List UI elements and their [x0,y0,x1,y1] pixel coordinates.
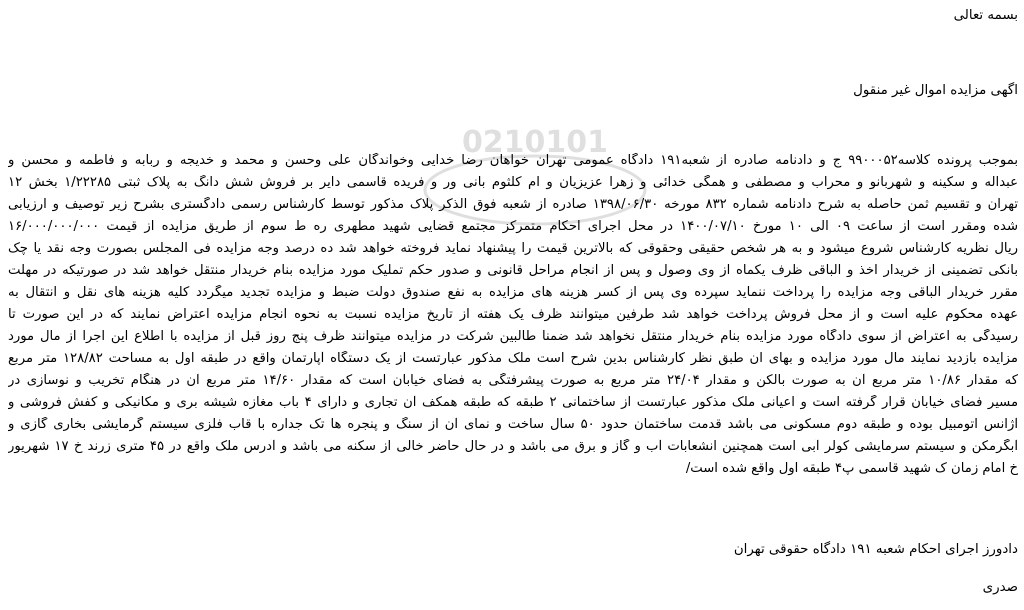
body-line: آبگرمکن و سیستم سرمایشی کولر آبی است همچنین انشعابات آب و گاز و برق می باشد و در حال حاضر خالی از سکنه می باشد و آدرس ملک واقع در ۴۵ متری زرند خ ۱۷ شهریور [8,439,1018,454]
body-line: شده ومقرر است از ساعت ۰۹ الی ۱۰ مورخ ۱۴۰۰/۰۷/۱۰ در محل اجرای احکام متمرکز مجتمع قضایی شهید مطهری ره ط سوم از طریق مزایده از قیمت ۱۶/۰۰۰/۰۰۰/۰۰۰ [8,219,1018,234]
notice-title: اگهی مزایده اموال غیر منقول [853,83,1018,98]
body-line: که مقدار ۱۰/۸۶ متر مربع آن به صورت بالکن و مقدار ۲۴/۰۴ متر مربع به صورت پیشرفتگی به فضای خیابان است که مقدار ۱۴/۶۰ متر مربع آن در هنگام تخریب و نوسازی در [8,373,1018,388]
body-line: بانکی تضمینی از خریدار اخذ و الباقی ظرف یکماه از وی وصول و پس از انجام مراحل قانونی و صدور حکم تملیک مورد مزایده بنام خریدار منتقل خواهد شد در صورتیکه در مهلت [8,263,1018,278]
body-line: آژانس اتومبیل بوده و طبقه دوم مسکونی می باشد قدمت ساختمان حدود ۵۰ سال ساخت و نمای آن از سنگ و پنجره ها تک جداره با قاب فلزی سیستم گرمایشی بخاری گازی و [8,417,1018,432]
signatory-name: صدری [982,580,1018,595]
body-line: مسیر فضای خیابان قرار گرفته است و اعیانی ملک مذکور عبارتست از ساختمانی ۲ طبقه که طبقه همکف آن تجاری و دارای ۴ باب مغازه شیشه بری و مکانیکی و کفش فروشی و [8,395,1018,410]
body-line: مقرر خریدار الباقی وجه مزایده را پرداخت ننماید سپرده وی پس از کسر هزینه های مزایده به نفع صندوق دولت ضبط و مزایده تجدید میگردد کلیه هزینه های نقل و انتقال به [8,285,1018,300]
basmala: بسمه تعالی [953,8,1018,23]
body-line: عبداله و سکینه و شهربانو و محراب و مصطفی و همگی خدائی و زهرا عزیزیان و ام کلثوم بانی ور و فریده قاسمی دایر بر فروش شش دانگ به پلاک ثبتی ۱/۲۲۲۸۵ بخش ۱۲ [8,175,1018,190]
body-line: رسیدگی به اعتراض از سوی دادگاه مورد مزایده بنام خریدار منتقل نخواهد شد ضمنا طالبین شرکت در مزایده میتوانند ظرف پنج روز قبل از مزایده با اطلاع این اجرا از مال مورد [8,329,1018,344]
watermark-text: 0210101 [461,125,609,160]
body-line: ریال نظریه کارشناس شروع میشود و به هر شخص حقیقی وحقوقی که بالاترین قیمت را پیشنهاد نماید فروخته خواهد شد ده درصد وجه مزایده فی المجلس بصورت وجه نقد یا چک [8,241,1018,256]
body-line: بموجب پرونده کلاسه۹۹۰۰۰۵۲ ج و دادنامه صادره از شعبه۱۹۱ دادگاه عمومی تهران خواهان رضا خدایی وخواندگان علی وحسن و محمد و خدیجه و ربابه و فاطمه و محسن و [8,153,1018,168]
body-line: عهده محکوم علیه است و از محل فروش پرداخت خواهد شد طرفین میتوانند ظرف یک هفته از تاریخ مزایده نسبت به نحوه انجام مزایده اعتراض نمایند که در این صورت تا [8,307,1018,322]
body-line: خ امام زمان ک شهید قاسمی پ۴ طبقه اول واقع شده است/ [685,461,1018,476]
body-line: تهران و تقسیم ثمن حاصله به شرح دادنامه شماره ۸۳۲ مورخه ۱۳۹۸/۰۶/۳۰ صادره از شعبه فوق الذکر پلاک مذکور توسط کارشناس رسمی دادگستری بشرح زیر توصیف و ارزیابی [8,197,1018,212]
body-line: مزایده بازدید نمایند مال مورد مزایده و بهای ان طبق نظر کارشناس بدین شرح است ملک مذکور عبارتست از یک دستگاه آپارتمان واقع در طبقه اول به مساحت ۱۲۸/۸۲ متر مربع [8,351,1018,366]
signature-line: دادورز اجرای احکام شعبه ۱۹۱ دادگاه حقوقی تهران [733,542,1018,557]
